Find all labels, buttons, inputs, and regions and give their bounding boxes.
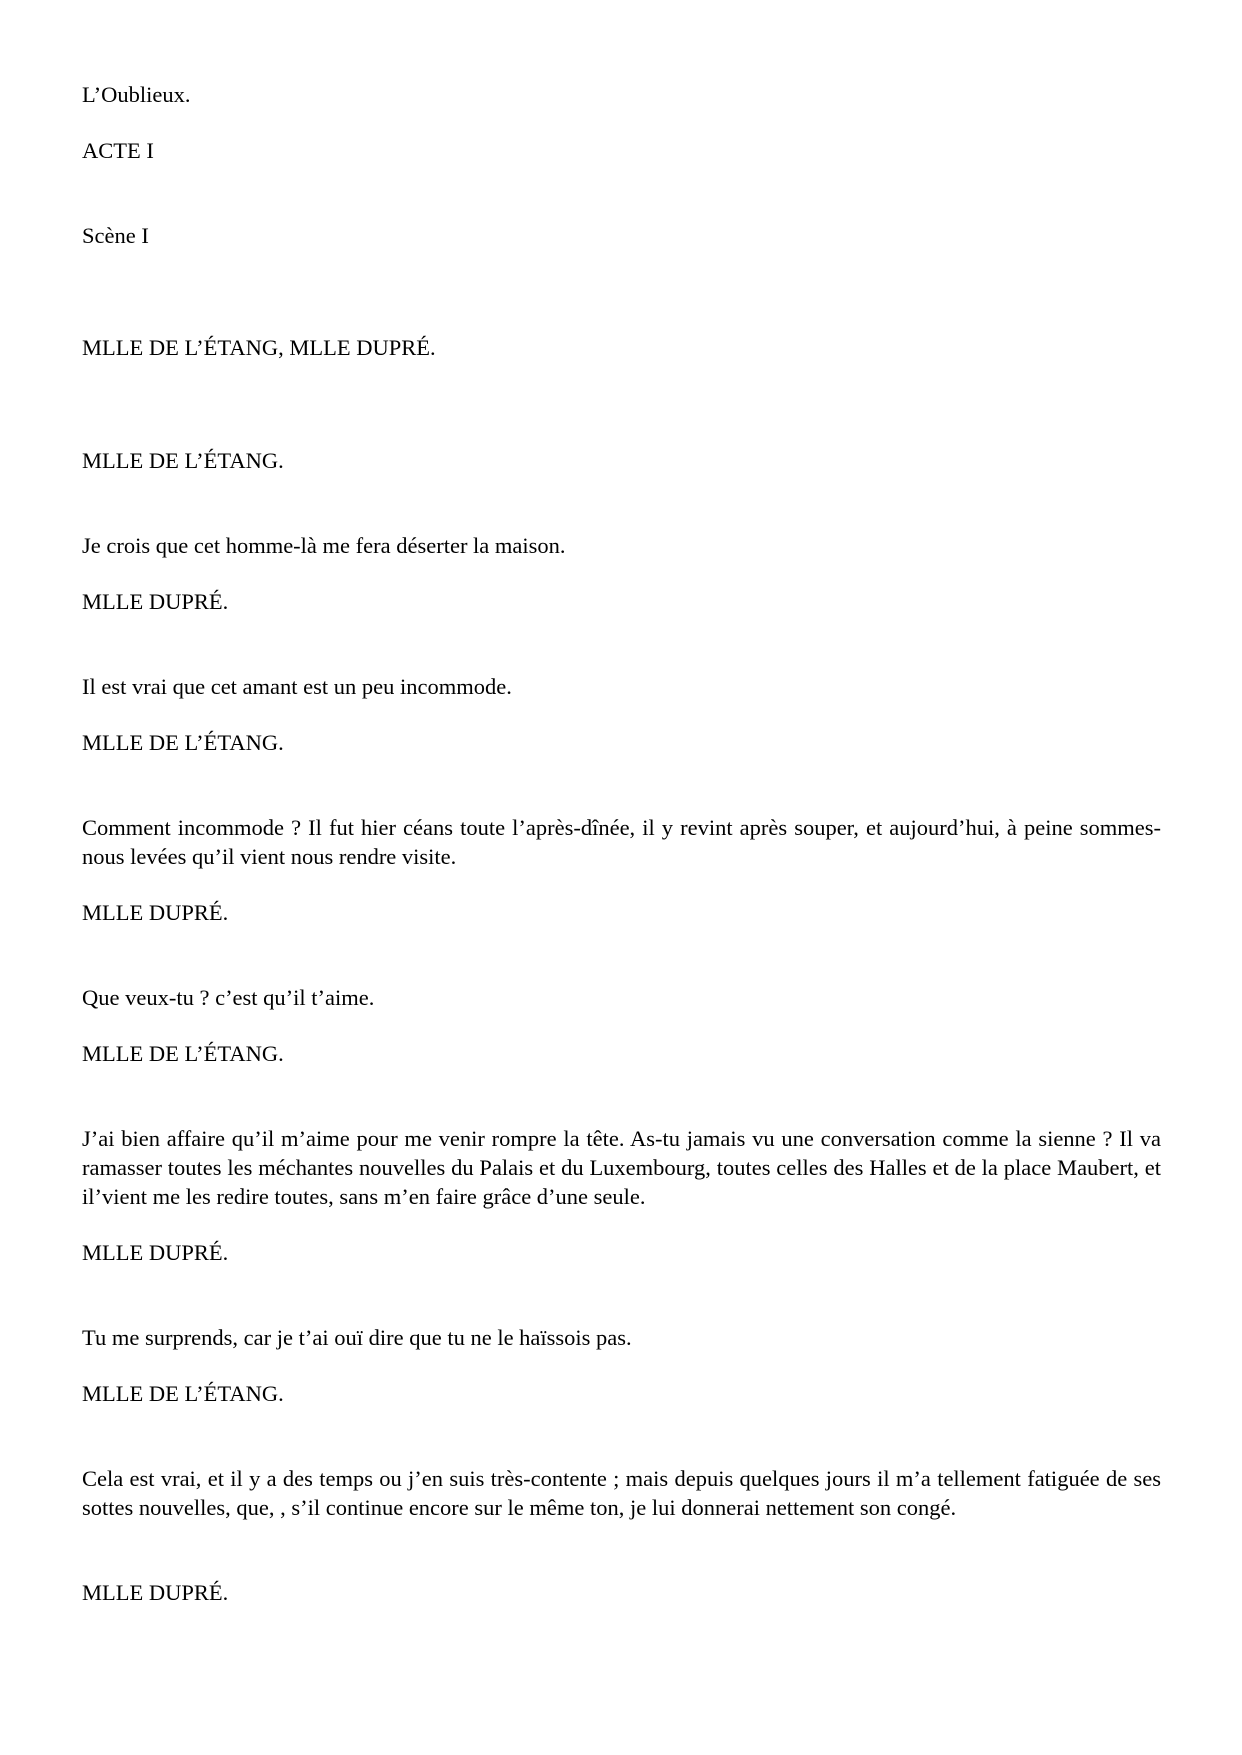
cast-list: MLLE DE L’ÉTANG, MLLE DUPRÉ. [82,335,436,360]
dialogue-line: Que veux-tu ? c’est qu’il t’aime. [82,985,375,1010]
speaker-name: MLLE DE L’ÉTANG. [82,1381,284,1406]
speaker-name: MLLE DUPRÉ. [82,589,229,614]
speaker-name: MLLE DUPRÉ. [82,1580,229,1605]
dialogue-line: Tu me surprends, car je t’ai ouï dire que tu ne le haïssois pas. [82,1325,632,1350]
dialogue-line: Je crois que cet homme-là me fera déserter la maison. [82,533,566,558]
scene-heading: Scène I [82,223,149,248]
play-title: L’Oublieux. [82,82,191,107]
speaker-name: MLLE DE L’ÉTANG. [82,448,284,473]
dialogue-line: Cela est vrai, et il y a des temps ou j’en suis très-contente ; mais depuis quelques jours il m’a tellement fatiguée de ses sottes nouvelles, que, , s’il continue encore sur le même ton, je lui donnerai nettement son congé. [82,1466,1161,1520]
act-heading: ACTE I [82,138,154,163]
dialogue-line: Comment incommode ? Il fut hier céans toute l’après-dînée, il y revint après souper, et aujourd’hui, à peine sommes-nous levées qu’il vient nous rendre visite. [82,815,1161,869]
dialogue-line: J’ai bien affaire qu’il m’aime pour me venir rompre la tête. As-tu jamais vu une conversation comme la sienne ? Il va ramasser toutes les méchantes nouvelles du Palais et du Luxembourg, toutes celles des Halles et de la place Maubert, et il’vient me les redire toutes, sans m’en faire grâce d’une seule. [82,1126,1161,1209]
speaker-name: MLLE DUPRÉ. [82,900,229,925]
speaker-name: MLLE DUPRÉ. [82,1240,229,1265]
dialogue-line: Il est vrai que cet amant est un peu incommode. [82,674,512,699]
speaker-name: MLLE DE L’ÉTANG. [82,1041,284,1066]
speaker-name: MLLE DE L’ÉTANG. [82,730,284,755]
